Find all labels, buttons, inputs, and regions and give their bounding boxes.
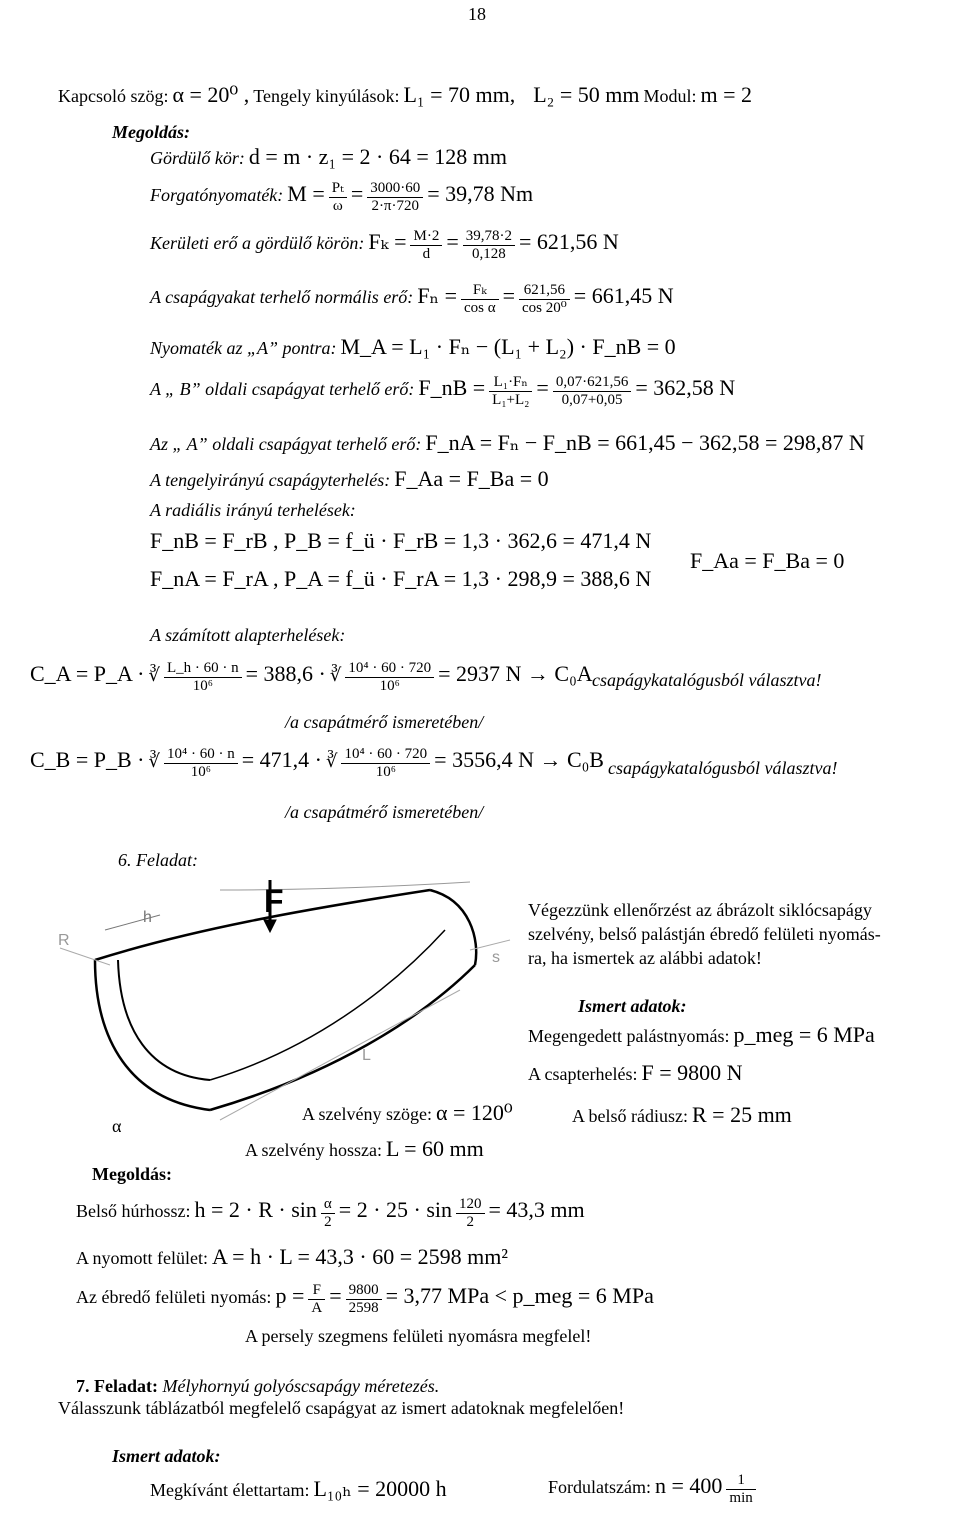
- front-outer-curve: [95, 960, 210, 1110]
- ca-root-1: $\frac{L\_h \cdot 60 \cdot n}{\text{10⁶}}$: [164, 660, 242, 695]
- fnb-fraction-2: $\frac{0,07\cdot 621,56}{0,07+0,05}$: [553, 374, 632, 409]
- s-label: s: [492, 949, 500, 966]
- inner-bottom-edge: [210, 930, 445, 1080]
- task6-description-3: ra, ha ismertek az alábbi adatok!: [528, 948, 762, 968]
- cb-result: = 3556,4 N → C₀B: [434, 747, 604, 773]
- tangential-result: = 621,56 N: [519, 229, 619, 255]
- torque-result: = 39,78 Nm: [427, 181, 534, 207]
- given-data-line: [58, 82, 752, 108]
- fnb-result: = 362,58 N: [635, 375, 736, 401]
- solution-heading: Megoldás:: [112, 122, 190, 142]
- pmeg-label: Megengedett palástnyomás:: [528, 1026, 730, 1046]
- ca-note-2: /a csapátmérő ismeretében/: [285, 712, 484, 732]
- speed-label: Fordulatszám:: [548, 1477, 651, 1498]
- force-data-value: F = 9800 N: [641, 1060, 743, 1085]
- task6-description-2: szelvény, belső palástján ébredő felületi nyomás-: [528, 924, 881, 944]
- shaft-label: Tengely kinyúlások:: [253, 86, 400, 106]
- ca-note: csapágykatalógusból választva!: [592, 670, 822, 690]
- cb-root-2: $\frac{\text{10⁴ · 60 · 720}}{\text{10⁶}}$: [341, 746, 430, 781]
- task6-title: 6. Feladat:: [118, 850, 198, 870]
- l-label: L: [362, 1047, 371, 1064]
- r-label: R: [58, 932, 70, 949]
- cb-root-1: $\frac{\text{10⁴ · 60 · n}}{\text{10⁶}}$: [164, 746, 238, 781]
- chord-result: = 43,3 mm: [488, 1197, 585, 1223]
- task7-known-title: Ismert adatok:: [112, 1446, 221, 1466]
- force-data-label: A csapterhelés:: [528, 1064, 638, 1084]
- radial-label: A radiális irányú terhelések:: [150, 500, 356, 520]
- chord-label: Belső húrhossz:: [76, 1201, 191, 1222]
- page-number: 18: [468, 4, 486, 24]
- tangential-lhs: Fₖ =: [368, 229, 407, 255]
- calc-label: A számított alapterhelések:: [150, 625, 346, 645]
- cb-note-2: /a csapátmérő ismeretében/: [285, 802, 484, 822]
- alpha-label: α: [112, 1116, 122, 1136]
- normal-result: = 661,45 N: [573, 283, 674, 309]
- chord-mid: = 2 · 25 · sin: [338, 1197, 453, 1223]
- radial-a-equation: F_nA = F_rA , P_A = f_ü · F_rA = 1,3 · 298,9 = 388,6 N: [150, 566, 652, 591]
- task6-known-title: Ismert adatok:: [578, 996, 687, 1016]
- fna-label: Az „ A” oldali csapágyat terhelő erő:: [150, 434, 422, 454]
- fnb-fraction-1: $\frac{\text{L₁·Fₙ}}{\text{L₁+L₂}}$: [489, 374, 532, 409]
- chord-fraction-2: $\frac{120}{2}$: [456, 1196, 485, 1231]
- life-value: L₁₀ₕ = 20000 h: [313, 1476, 447, 1501]
- pressure-label: Az ébredő felületi nyomás:: [76, 1287, 272, 1308]
- segment-length-label: A szelvény hossza:: [245, 1140, 382, 1160]
- torque-label: Forgatónyomaték:: [150, 185, 284, 206]
- chord-lhs: h = 2 · R · sin: [194, 1197, 317, 1223]
- h-label: h: [143, 909, 152, 926]
- ca-result: = 2937 N → C₀A: [438, 661, 593, 687]
- radial-axial-equation: F_Aa = F_Ba = 0: [690, 548, 845, 573]
- tangential-fraction-1: $\frac{M\cdot 2}{d}$: [410, 228, 442, 263]
- cb-mid: = 471,4 ·: [241, 747, 322, 773]
- angle-value: α = 20⁰ ,: [172, 82, 250, 107]
- life-label: Megkívánt élettartam:: [150, 1480, 310, 1500]
- task6-description-1: Végezzünk ellenőrzést az ábrázolt siklócsapágy: [528, 900, 872, 920]
- angle-label: Kapcsoló szög:: [58, 86, 169, 106]
- segment-angle-value: α = 120⁰: [435, 1100, 513, 1125]
- torque-lhs: M =: [287, 181, 325, 207]
- pressure-fraction-2: $\frac{9800}{2598}$: [346, 1282, 382, 1317]
- force-label: F: [264, 883, 284, 919]
- segment-length-value: L = 60 mm: [385, 1136, 484, 1161]
- moment-equation: M_A = L₁ · Fₙ − (L₁ + L₂) · F_nB = 0: [340, 334, 676, 359]
- pitch-equation: d = m · z₁ = 2 · 64 = 128 mm: [248, 144, 507, 169]
- ca-mid: = 388,6 ·: [245, 661, 326, 687]
- axial-equation: F_Aa = F_Ba = 0: [394, 466, 549, 491]
- task6-solution-title: Megoldás:: [92, 1164, 172, 1184]
- tangential-label: Kerületi erő a gördülő körön:: [150, 233, 365, 254]
- pmeg-value: p_meg = 6 MPa: [733, 1022, 875, 1047]
- normal-lhs: Fₙ =: [417, 283, 457, 309]
- radial-b-equation: F_nB = F_rB , P_B = f_ü · F_rB = 1,3 · 362,6 = 471,4 N: [150, 528, 652, 553]
- speed-unit: $\frac{1}{\min}$: [726, 1472, 755, 1507]
- l1-value: L₁ = 70 mm,: [403, 82, 516, 107]
- pitch-label: Gördülő kör:: [150, 148, 245, 168]
- module-label: Modul:: [643, 86, 697, 106]
- area-equation: A = h · L = 43,3 · 60 = 2598 mm²: [212, 1244, 508, 1269]
- speed-value: n = 400: [654, 1473, 723, 1499]
- segment-angle-label: A szelvény szöge:: [302, 1104, 432, 1124]
- fna-equation: F_nA = Fₙ − F_nB = 661,45 − 362,58 = 298,87 N: [425, 430, 865, 455]
- pressure-result: = 3,77 MPa < p_meg = 6 MPa: [385, 1283, 654, 1309]
- l2-value: L₂ = 50 mm: [533, 82, 640, 107]
- task7-title: 7. Feladat:: [76, 1376, 158, 1396]
- fnb-lhs: F_nB =: [418, 375, 486, 401]
- bottom-edge: [210, 965, 475, 1110]
- pressure-fraction-1: $\frac{F}{A}$: [308, 1282, 325, 1317]
- pressure-lhs: p =: [275, 1283, 305, 1309]
- fnb-label: A „ B” oldali csapágyat terhelő erő:: [150, 379, 415, 400]
- axial-label: A tengelyirányú csapágyterhelés:: [150, 470, 391, 490]
- right-end: [430, 890, 476, 965]
- back-edge: [220, 882, 470, 890]
- front-inner-curve: [118, 960, 210, 1080]
- task7-heading: [76, 1376, 439, 1397]
- area-label: A nyomott felület:: [76, 1248, 208, 1268]
- task7-instruction: Válasszunk táblázatból megfelelő csapágyat az ismert adatoknak megfelelően!: [58, 1398, 625, 1418]
- tangential-fraction-2: $\frac{39,78\cdot 2}{0,128}$: [463, 228, 515, 263]
- normal-fraction-1: $\frac{\text{Fₖ}}{\text{cos α}}$: [461, 282, 499, 317]
- cb-note: csapágykatalógusból választva!: [608, 758, 838, 778]
- module-value: m = 2: [700, 82, 753, 107]
- radius-label: A belső rádiusz:: [572, 1106, 688, 1126]
- cb-lhs: C_B = P_B ·: [30, 747, 145, 773]
- normal-label: A csapágyakat terhelő normális erő:: [150, 287, 414, 308]
- task7-title-rest: Mélyhornyú golyóscsapágy méretezés.: [162, 1376, 440, 1396]
- torque-fraction-1: $\frac{\text{Pₜ}}{\omega}$: [329, 180, 347, 215]
- moment-label: Nyomaték az „A” pontra:: [150, 338, 337, 358]
- ca-root-2: $\frac{\text{10⁴ · 60 · 720}}{\text{10⁶}}$: [345, 660, 434, 695]
- ca-lhs: C_A = P_A ·: [30, 661, 145, 687]
- normal-fraction-2: $\frac{621,56}{\text{cos 20⁰}}$: [519, 282, 570, 317]
- radius-value: R = 25 mm: [691, 1102, 792, 1127]
- torque-fraction-2: $\frac{3000\cdot 60}{2\cdot\pi\cdot 720}$: [367, 180, 423, 215]
- task6-conclusion: A persely szegmens felületi nyomásra megfelel!: [245, 1326, 592, 1346]
- chord-fraction-1: $\frac{\alpha}{2}$: [321, 1196, 335, 1231]
- bearing-segment-drawing: [40, 870, 510, 1136]
